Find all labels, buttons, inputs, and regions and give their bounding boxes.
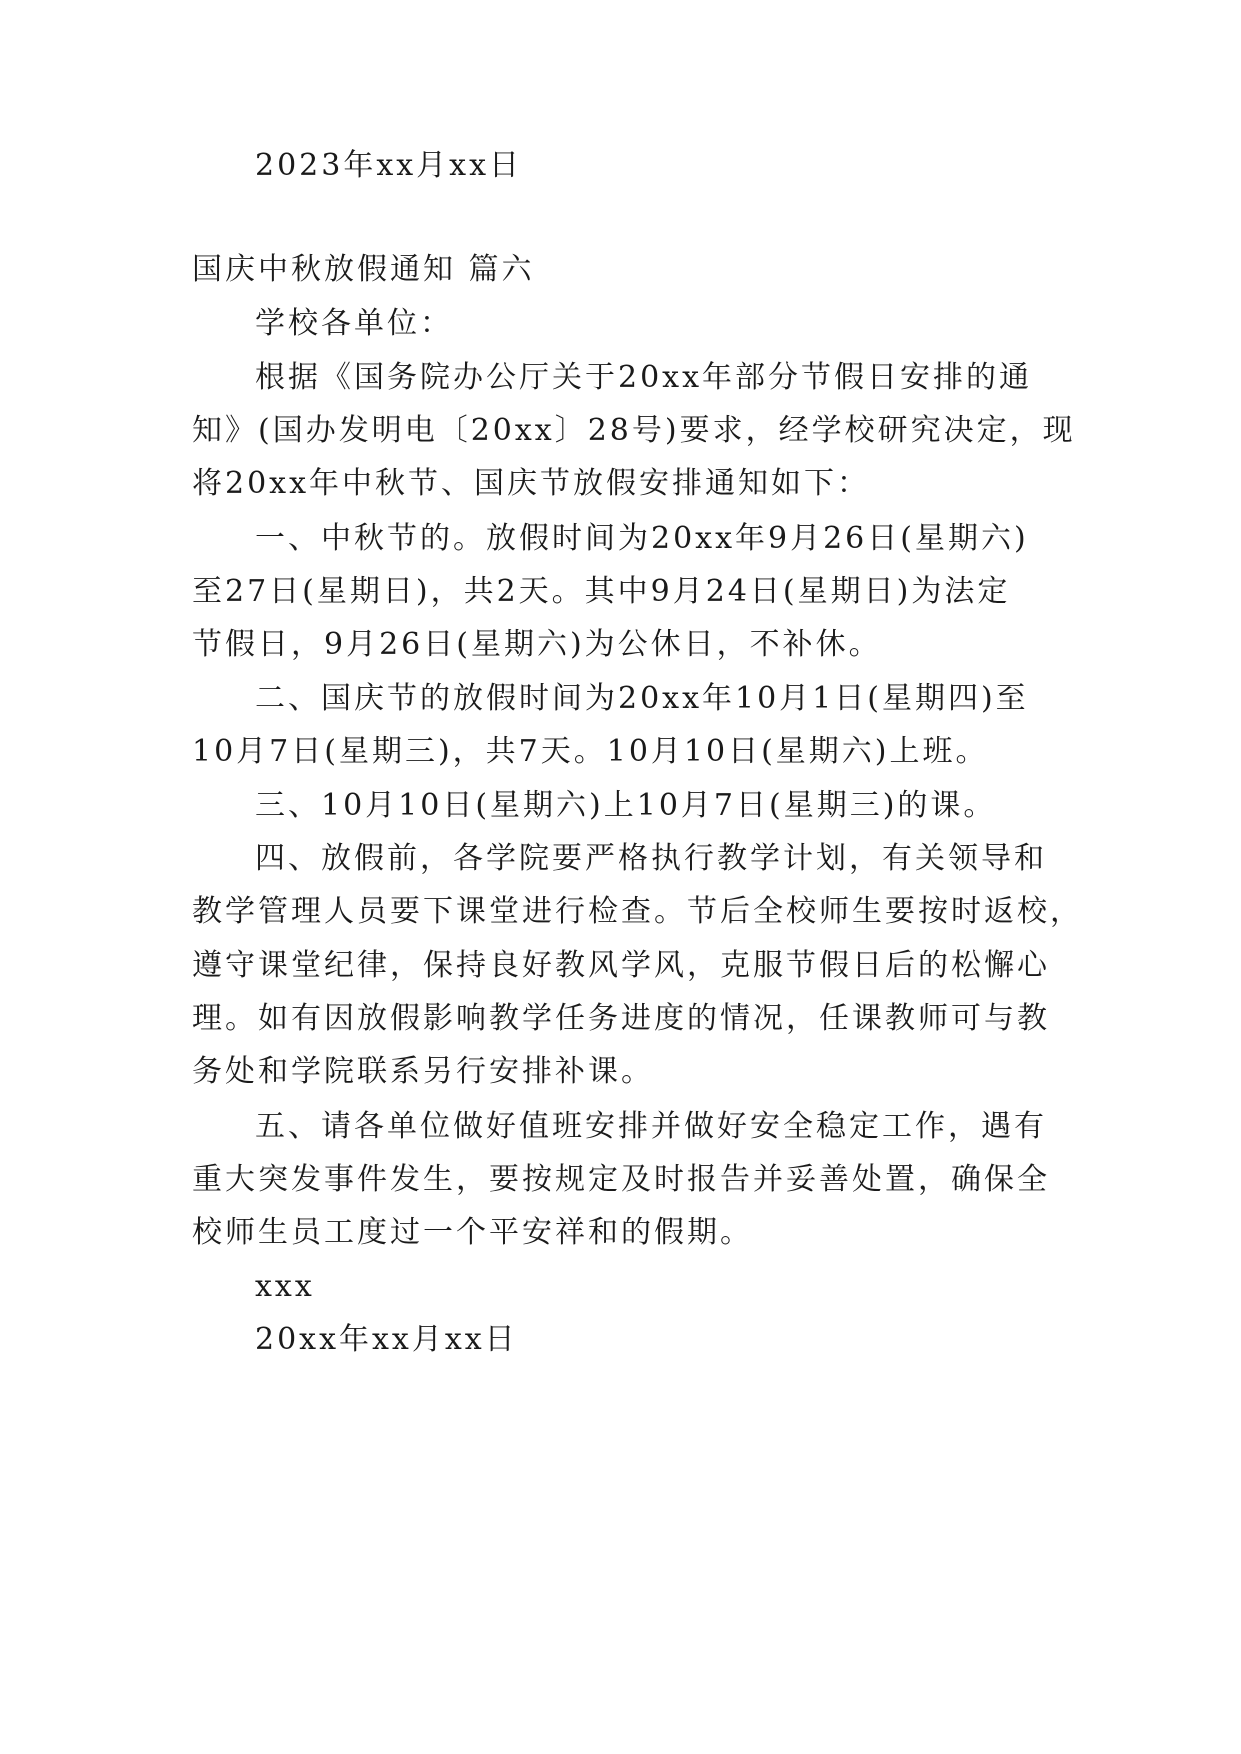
bottom-date: 20xx年xx月xx日 (255, 1322, 518, 1357)
paragraph-line: 务处和学院联系另行安排补课。 (192, 1054, 654, 1089)
paragraph-line: 五、请各单位做好值班安排并做好安全稳定工作，遇有 (255, 1109, 1047, 1144)
paragraph-line: 遵守课堂纪律，保持良好教风学风，克服节假日后的松懈心 (192, 948, 1050, 983)
paragraph-line: 三、10月10日(星期六)上10月7日(星期三)的课。 (255, 788, 997, 823)
paragraph-line: 重大突发事件发生，要按规定及时报告并妥善处置，确保全 (192, 1162, 1050, 1197)
paragraph-line: 根据《国务院办公厅关于20xx年部分节假日安排的通 (255, 360, 1033, 395)
paragraph-line: 教学管理人员要下课堂进行检查。节后全校师生要按时返校， (192, 894, 1083, 929)
paragraph-line: 将20xx年中秋节、国庆节放假安排通知如下： (192, 466, 871, 501)
salutation: 学校各单位： (255, 306, 453, 341)
section-title: 国庆中秋放假通知 篇六 (192, 252, 535, 287)
paragraph-line: 四、放假前，各学院要严格执行教学计划，有关领导和 (255, 841, 1047, 876)
top-date: 2023年xx月xx日 (255, 148, 523, 183)
paragraph-line: 至27日(星期日)，共2天。其中9月24日(星期日)为法定 (192, 574, 1011, 609)
paragraph-line: 校师生员工度过一个平安祥和的假期。 (192, 1215, 753, 1250)
paragraph-line: 理。如有因放假影响教学任务进度的情况，任课教师可与教 (192, 1001, 1050, 1036)
paragraph-line: 二、国庆节的放假时间为20xx年10月1日(星期四)至 (255, 681, 1029, 716)
signature: xxx (255, 1269, 315, 1304)
paragraph-line: 知》(国办发明电〔20xx〕28号)要求，经学校研究决定，现 (192, 413, 1076, 448)
paragraph-line: 10月7日(星期三)，共7天。10月10日(星期六)上班。 (192, 734, 989, 769)
paragraph-line: 一、中秋节的。放假时间为20xx年9月26日(星期六) (255, 521, 1029, 556)
paragraph-line: 节假日，9月26日(星期六)为公休日，不补休。 (192, 627, 882, 662)
